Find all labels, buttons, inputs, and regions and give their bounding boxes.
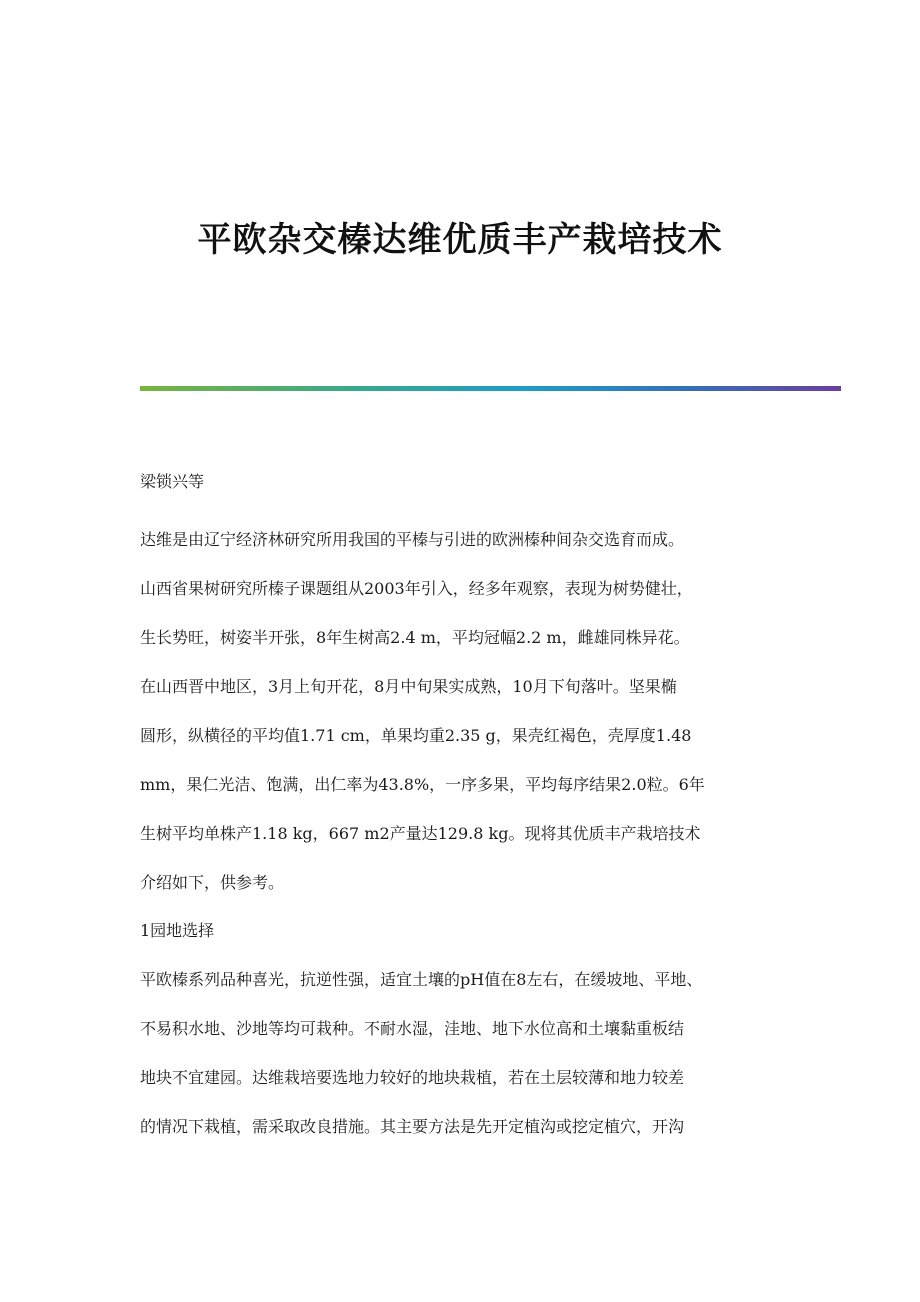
paragraph-site-selection: 平欧榛系列品种喜光，抗逆性强，适宜土壤的pH值在8左右，在缓坡地、平地、 不易积水地、沙地等均可栽种。不耐水湿，洼地、地下水位高和土壤黏重板结 地块不宜建园。达维栽培要选地力较好的地块栽植，若在土层较薄和地力较差 的情况下栽植，需采取改良措施。其主要方法是先开定植沟或挖定植穴，开沟 [140, 970, 703, 1136]
author-line: 梁锁兴等 [140, 472, 205, 491]
paragraph-intro: 达维是由辽宁经济林研究所用我国的平榛与引进的欧洲榛种间杂交选育而成。 山西省果树研究所榛子课题组从2003年引入，经多年观察，表现为树势健壮， 生长势旺，树姿半开张，8年生树高2.4 m，平均冠幅2.2 m，雌雄同株异花。 在山西晋中地区，3月上旬开花，8月中旬果实成熟，10月下旬落叶。坚果椭 圆形，纵横径的平均值1.71 cm，单果均重2.35 g，果壳红褐色，壳厚度1.48 mm，果仁光洁、饱满，出仁率为43.8%，一序多果，平均每序结果2.0粒。6年 生树平均单株产1.18 kg，667 m2产量达129.8 kg。现将其优质丰产栽培技术 介绍如下，供参考。 [140, 530, 705, 892]
title-divider [140, 386, 841, 391]
document-title: 平欧杂交榛达维优质丰产栽培技术 [197, 220, 723, 260]
section-heading-site-selection: 1园地选择 [140, 921, 215, 940]
